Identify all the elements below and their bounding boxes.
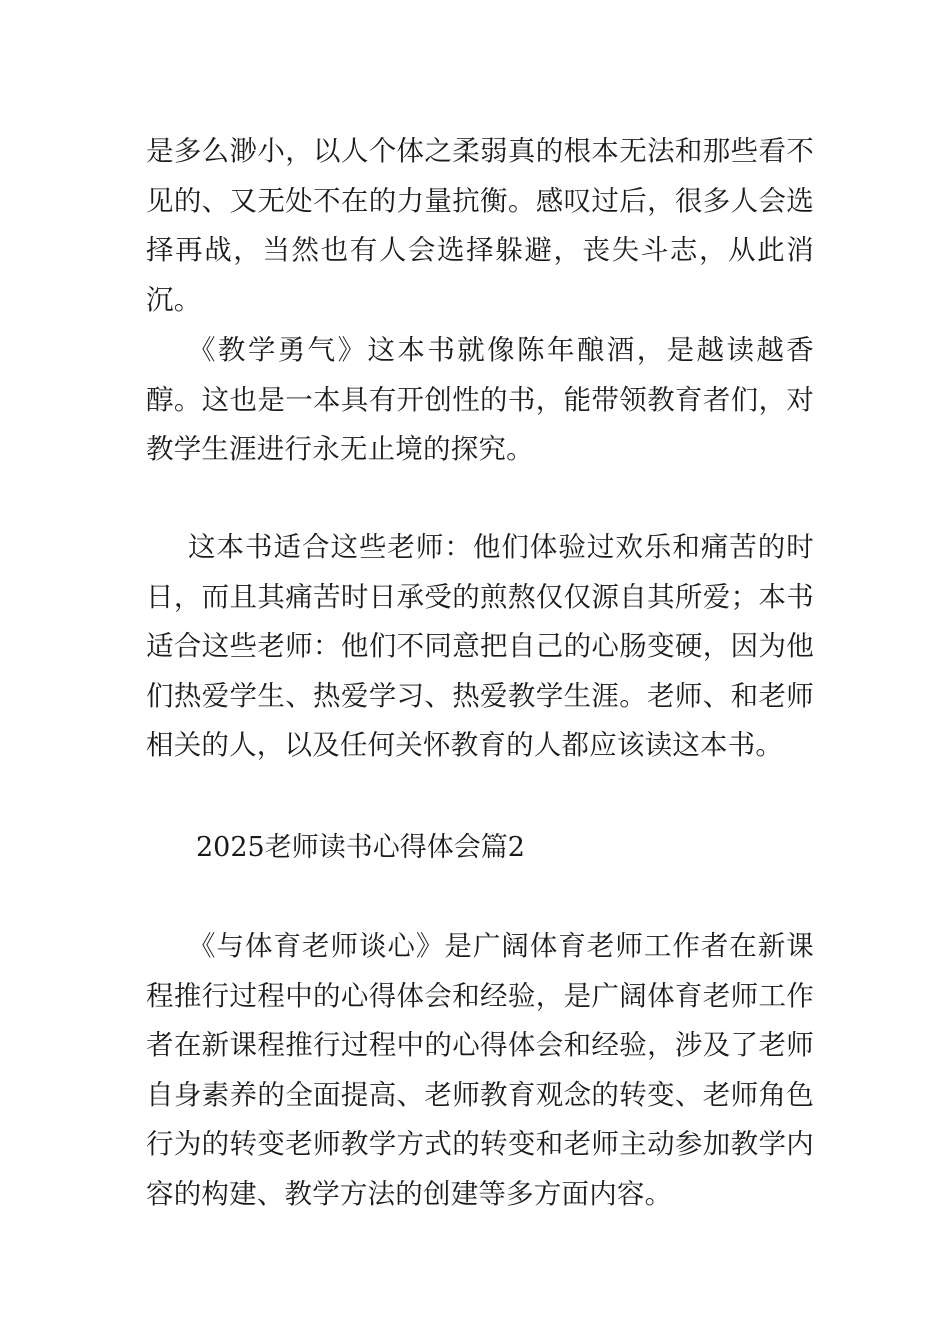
paragraph-continuation: 是多么渺小，以人个体之柔弱真的根本无法和那些看不见的、又无处不在的力量抗衡。感叹过后，很多人会选择再战，当然也有人会选择躲避，丧失斗志，从此消沉。 xyxy=(146,135,814,316)
paragraph-suitable-teachers: 这本书适合这些老师：他们体验过欢乐和痛苦的时日，而且其痛苦时日承受的煎熬仅仅源自其所爱；本书适合这些老师：他们不同意把自己的心肠变硬，因为他们热爱学生、热爱学习、热爱教学生涯。老师、和老师相关的人，以及任何关怀教育的人都应该读这本书。 xyxy=(146,531,814,761)
section-heading: 2025老师读书心得体会篇2 xyxy=(196,832,525,863)
paragraph-teaching-courage: 《教学勇气》这本书就像陈年酿酒，是越读越香醇。这也是一本具有开创性的书，能带领教育者们，对教学生涯进行永无止境的探究。 xyxy=(146,334,814,465)
paragraph-pe-teacher-book: 《与体育老师谈心》是广阔体育老师工作者在新课程推行过程中的心得体会和经验，是广阔体育老师工作者在新课程推行过程中的心得体会和经验，涉及了老师自身素养的全面提高、老师教育观念的转变、老师角色行为的转变老师教学方式的转变和老师主动参加教学内容的构建、教学方法的创建等多方面内容。 xyxy=(146,930,814,1210)
